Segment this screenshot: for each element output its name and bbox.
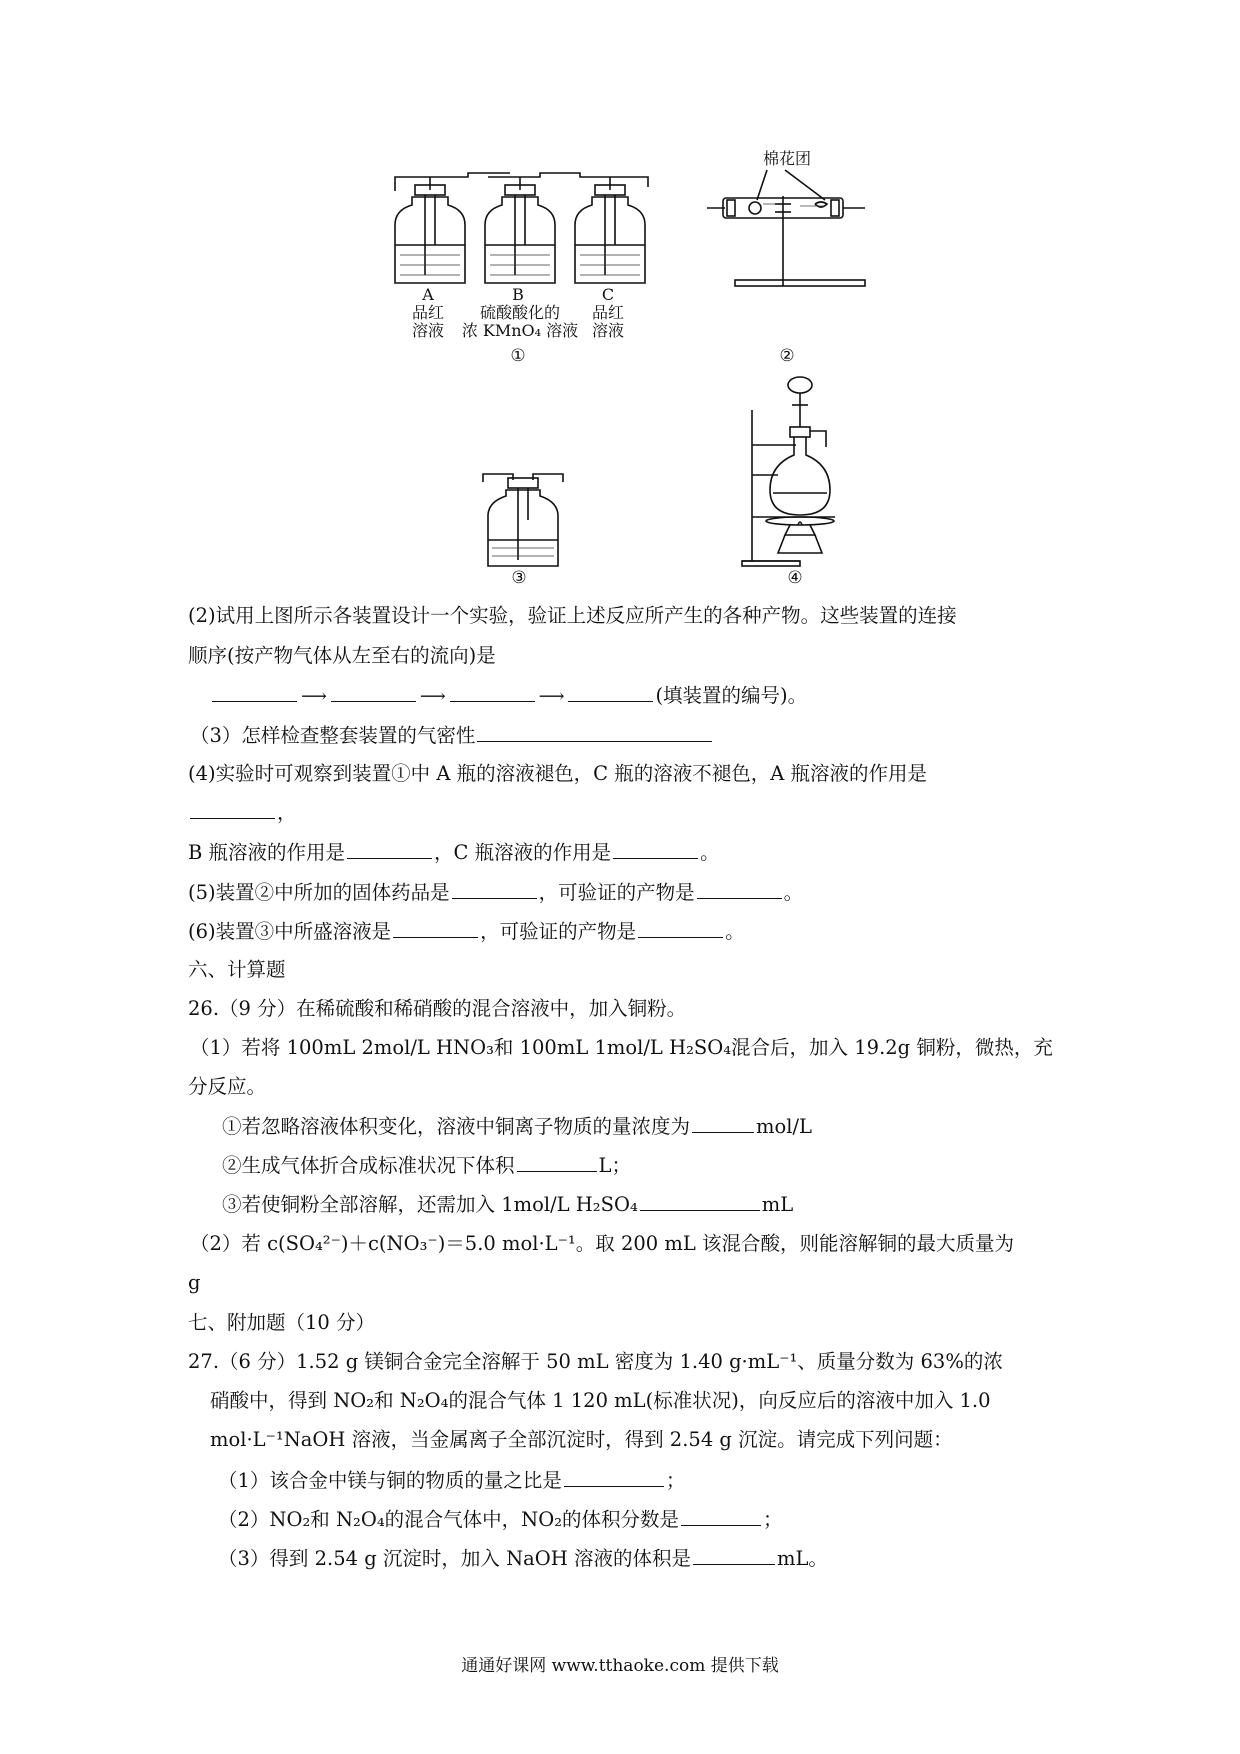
- bottle-c-caption-1: 品红: [591, 303, 624, 322]
- question-6-text-1: (6)装置③中所盛溶液是: [188, 920, 392, 943]
- question-4-comma: ，: [277, 801, 297, 824]
- question-26-iii-text: ③若使铜粉全部溶解，还需加入 1mol/L H₂SO₄: [222, 1193, 638, 1216]
- question-4-end: 。: [700, 841, 720, 864]
- unit-label: L；: [598, 1154, 631, 1177]
- drying-tube-illustration: [705, 168, 875, 293]
- unit-label: mol/L: [756, 1115, 813, 1138]
- question-27-3-text: （3）得到 2.54 g 沉淀时，加入 NaOH 溶液的体积是: [218, 1547, 691, 1570]
- answer-blank[interactable]: [681, 1507, 761, 1526]
- answer-blank[interactable]: [477, 723, 712, 742]
- figure-1-label: ①: [510, 346, 526, 366]
- answer-blank[interactable]: [190, 800, 275, 819]
- answer-blank[interactable]: [613, 840, 698, 859]
- page-footer: 通通好课网 www.tthaoke.com 提供下载: [461, 1656, 779, 1676]
- bottle-b-caption-2: 浓 KMnO₄ 溶液: [461, 321, 579, 340]
- question-26-2-line-2: g: [188, 1271, 201, 1294]
- question-5-line: [188, 880, 803, 905]
- answer-blank[interactable]: [638, 919, 723, 938]
- unit-label: mL: [761, 1193, 794, 1216]
- question-27-line-3: mol·L⁻¹NaOH 溶液，当金属离子全部沉淀时，得到 2.54 g 沉淀。请完成下列问题：: [210, 1428, 953, 1451]
- question-2-line-1: (2)试用上图所示各装置设计一个实验，验证上述反应所产生的各种产物。这些装置的连接: [188, 604, 957, 627]
- answer-blank[interactable]: [693, 1546, 775, 1565]
- question-6-text-2: ，可验证的产物是: [480, 920, 637, 943]
- question-26-iii: [222, 1192, 793, 1217]
- question-26-ii-text: ②生成气体折合成标准状况下体积: [222, 1154, 515, 1177]
- question-6-end: 。: [725, 920, 745, 943]
- question-4-b-text: B 瓶溶液的作用是: [188, 841, 346, 864]
- answer-blank[interactable]: [450, 683, 535, 702]
- bottle-a-caption-1: 品红: [411, 303, 444, 322]
- question-27-line-2: 硝酸中，得到 NO₂和 N₂O₄的混合气体 1 120 mL(标准状况)，向反应后的溶液中加入 1.0: [210, 1389, 991, 1412]
- question-2-line-2: 顺序(按产物气体从左至右的流向)是: [188, 644, 496, 667]
- question-4-c-text: ，C 瓶溶液的作用是: [434, 841, 612, 864]
- flask-stand-illustration: [740, 375, 870, 570]
- section-6-heading: 六、计算题: [188, 958, 286, 981]
- question-26-ii: [222, 1153, 631, 1178]
- answer-blank[interactable]: [564, 1468, 664, 1487]
- arrow-right-icon: ⟶: [301, 686, 327, 707]
- wash-bottle-illustration: [478, 470, 568, 570]
- answer-blank[interactable]: [393, 919, 478, 938]
- cotton-label: 棉花团: [762, 149, 811, 168]
- question-3-text: （3）怎样检查整套装置的气密性: [190, 724, 476, 747]
- bottle-a-letter: A: [422, 285, 434, 304]
- bottle-b-caption-1: 硫酸酸化的: [479, 303, 560, 322]
- bottle-b-letter: B: [512, 285, 524, 304]
- question-6-line: [188, 919, 745, 944]
- unit-label: mL。: [776, 1547, 828, 1570]
- question-4-line-3: [188, 840, 720, 865]
- question-27-2: [218, 1507, 783, 1532]
- question-27-1: [218, 1468, 685, 1493]
- bottle-c-caption-2: 溶液: [591, 321, 624, 340]
- question-26-i-text: ①若忽略溶液体积变化，溶液中铜离子物质的量浓度为: [222, 1115, 691, 1138]
- question-26-1-line-2: 分反应。: [188, 1075, 267, 1098]
- answer-blank[interactable]: [568, 683, 653, 702]
- question-26-i: [222, 1114, 812, 1139]
- question-3-line: [190, 723, 714, 748]
- punct: ；: [665, 1469, 686, 1492]
- section-7-heading: 七、附加题（10 分）: [188, 1311, 376, 1334]
- question-4-line-2: [188, 800, 297, 825]
- bottle-a-caption-2: 溶液: [411, 321, 444, 340]
- question-27-line-1: 27.（6 分）1.52 g 镁铜合金完全溶解于 50 mL 密度为 1.40 g·mL⁻¹、质量分数为 63%的浓: [188, 1350, 1003, 1373]
- question-4-line-1: (4)实验时可观察到装置①中 A 瓶的溶液褪色，C 瓶的溶液不褪色，A 瓶溶液的作用是: [188, 762, 928, 785]
- question-27-1-text: （1）该合金中镁与铜的物质的量之比是: [218, 1469, 562, 1492]
- question-26-stem: 26.（9 分）在稀硫酸和稀硝酸的混合溶液中，加入铜粉。: [188, 997, 687, 1020]
- answer-blank[interactable]: [347, 840, 432, 859]
- answer-blank[interactable]: [331, 683, 416, 702]
- question-2-answer-row: [210, 683, 807, 709]
- arrow-right-icon: ⟶: [538, 686, 565, 707]
- answer-blank[interactable]: [212, 683, 297, 702]
- answer-blank[interactable]: [697, 880, 782, 899]
- figure-4-label: ④: [787, 568, 803, 588]
- answer-blank[interactable]: [640, 1192, 760, 1211]
- question-27-3: [218, 1546, 828, 1571]
- question-26-1-line-1: （1）若将 100mL 2mol/L HNO₃和 100mL 1mol/L H₂SO₄混合后，加入 19.2g 铜粉，微热，充: [190, 1036, 1053, 1059]
- punct: ；: [763, 1508, 783, 1531]
- answer-blank[interactable]: [692, 1114, 754, 1133]
- wash-bottles-illustration: [390, 165, 650, 290]
- figure-2-label: ②: [779, 346, 795, 366]
- question-27-2-text: （2）NO₂和 N₂O₄的混合气体中，NO₂的体积分数是: [218, 1508, 680, 1531]
- question-5-text-2: ，可验证的产物是: [538, 881, 695, 904]
- question-5-end: 。: [783, 881, 804, 904]
- answer-blank[interactable]: [452, 880, 537, 899]
- question-2-tail: (填装置的编号)。: [655, 684, 808, 707]
- question-26-2-line-1: （2）若 c(SO₄²⁻)＋c(NO₃⁻)＝5.0 mol·L⁻¹。取 200 mL 该混合酸，则能溶解铜的最大质量为: [190, 1232, 1014, 1255]
- question-5-text-1: (5)装置②中所加的固体药品是: [188, 881, 450, 904]
- figure-3-label: ③: [511, 568, 527, 588]
- arrow-right-icon: ⟶: [419, 686, 446, 707]
- bottle-c-letter: C: [601, 285, 615, 304]
- answer-blank[interactable]: [517, 1153, 597, 1172]
